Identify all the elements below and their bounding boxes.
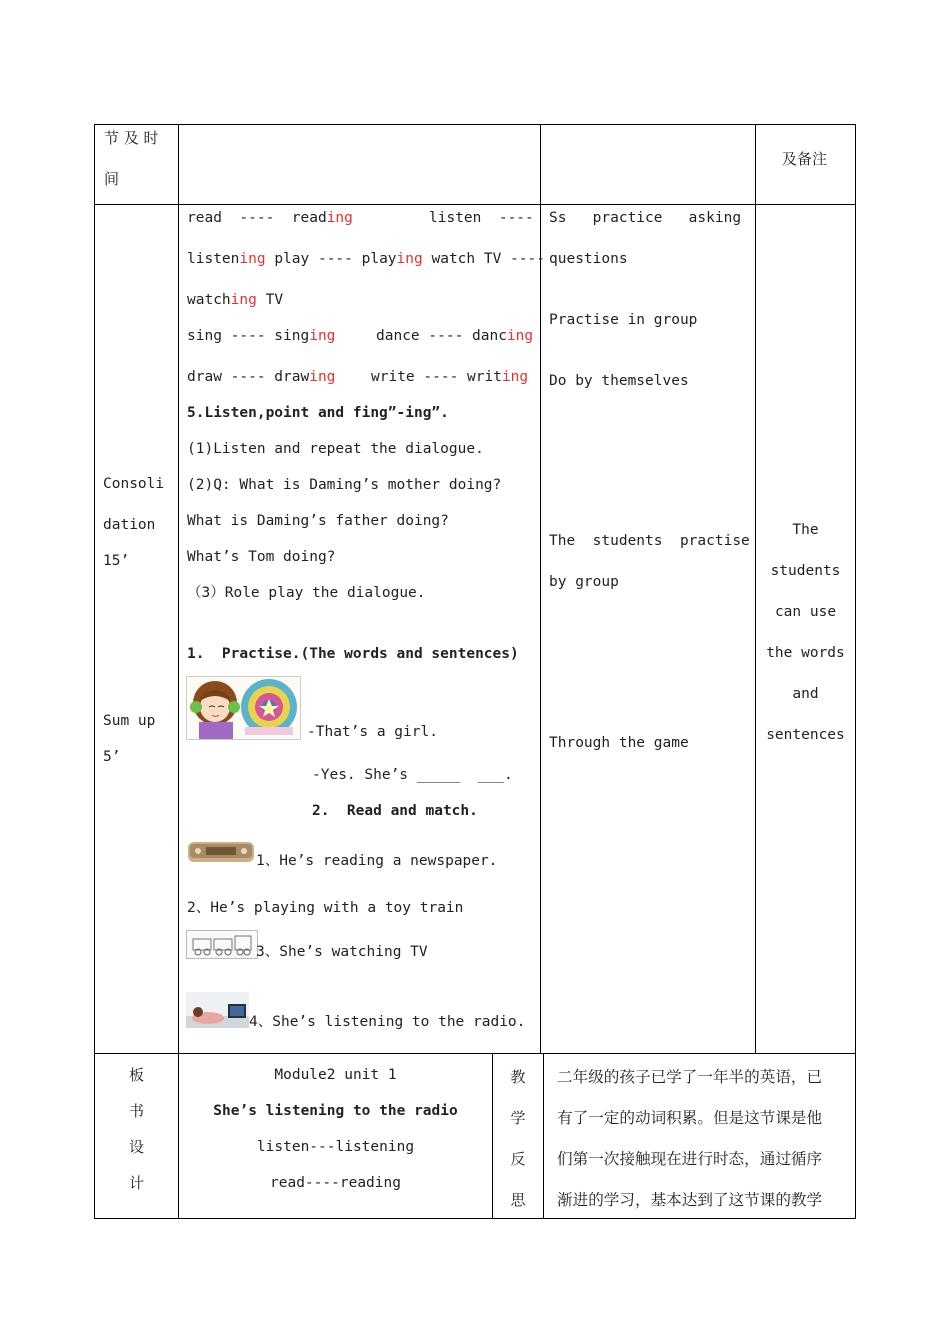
reflection-line-3: 们第一次接触现在进行时态，通过循序 [557, 1150, 823, 1168]
word-listen: listen ---- [429, 210, 534, 226]
reflection-text [557, 1057, 852, 1221]
notes-line-3: can use [774, 604, 837, 620]
board-module: Module2 unit 1 [274, 1067, 397, 1083]
step5-question3: What’s Tom doing? [187, 549, 336, 565]
word-watching: watching TV [187, 292, 284, 308]
notes-line-4: the words [766, 645, 845, 661]
stage-consolidation-2: dation [103, 517, 156, 533]
toy-train-image [186, 930, 258, 959]
watching-tv-image [186, 992, 249, 1028]
activity-1-line1: Ss practice asking [549, 210, 742, 226]
girl-sentence-1: -That’s a girl. [307, 724, 438, 740]
girl-headphones-image [186, 676, 301, 740]
reflection-label-3: 反 [510, 1150, 526, 1168]
reflection-line-2: 有了一定的动词积累。但是这节课是他 [557, 1109, 823, 1127]
girl-sentence-2: -Yes. She’s _____ ___. [312, 767, 513, 783]
word-write: write ---- writing [371, 369, 529, 385]
notes-line-2: students [770, 563, 841, 579]
table-border-top [94, 124, 856, 125]
table-border-right [855, 124, 856, 1219]
read-match-heading: 2. Read and match. [312, 803, 478, 819]
activity-5: Through the game [549, 735, 689, 751]
activity-3: Do by themselves [549, 373, 689, 389]
activity-4-line1: The students practise [549, 533, 750, 549]
col-divider-1 [178, 124, 179, 1219]
radio-image [186, 838, 256, 864]
board-title: She’s listening to the radio [213, 1103, 458, 1119]
reflection-line-1: 二年级的孩子已学了一年半的英语，已 [557, 1068, 823, 1086]
practise-heading: 1. Practise.(The words and sentences) [187, 646, 519, 662]
board-design [179, 1057, 492, 1201]
reflection-label-4: 思 [510, 1191, 526, 1209]
activity-2: Practise in group [549, 312, 698, 328]
notes-cell [756, 510, 855, 756]
word-listening-play: listening play ---- playing watch TV ---- [187, 251, 545, 267]
table-border-mid [94, 1053, 856, 1054]
word-dance: dance ---- dancing [376, 328, 534, 344]
word-sing: sing ---- singing [187, 328, 336, 344]
reflection-label-1: 教 [510, 1068, 526, 1086]
step5-item1: (1)Listen and repeat the dialogue. [187, 441, 484, 457]
match-sentence-4: 4、She’s listening to the radio. [249, 1014, 526, 1030]
board-label [95, 1057, 178, 1201]
step5-item3: （3）Role play the dialogue. [187, 585, 426, 601]
activity-4-line2: by group [549, 574, 619, 590]
table-border-left [94, 124, 95, 1219]
board-word-1: listen---listening [256, 1139, 415, 1155]
step5-heading: 5.Listen,point and fing”-ing”. [187, 405, 449, 421]
stage-consolidation-1: Consoli [103, 476, 165, 492]
word-read: read ---- reading [187, 210, 353, 226]
board-label-2: 书 [128, 1102, 144, 1120]
step5-question2: What is Daming’s father doing? [187, 513, 449, 529]
notes-line-5: and [792, 686, 819, 702]
board-label-1: 板 [128, 1066, 144, 1084]
reflection-label [493, 1057, 543, 1221]
notes-line-1: The [792, 522, 819, 538]
match-sentence-3: 3、She’s watching TV [256, 944, 428, 960]
notes-line-6: sentences [766, 727, 845, 743]
header-time-line1: 节 及 时 [104, 129, 159, 147]
stage-sumup: Sum up [103, 713, 156, 729]
board-label-3: 设 [128, 1138, 144, 1156]
header-notes-label: 及备注 [782, 150, 828, 168]
match-sentence-2: 2、He’s playing with a toy train [187, 900, 464, 916]
step5-question1: (2)Q: What is Daming’s mother doing? [187, 477, 502, 493]
board-word-2: read----reading [270, 1175, 401, 1191]
header-time-line2: 间 [104, 170, 120, 188]
table-border-header [94, 204, 856, 205]
activity-1-line2: questions [549, 251, 628, 267]
reflection-line-4: 渐进的学习，基本达到了这节课的教学 [557, 1191, 823, 1209]
stage-consolidation-time: 15’ [103, 553, 130, 569]
board-label-4: 计 [128, 1174, 144, 1192]
stage-sumup-time: 5’ [103, 749, 121, 765]
match-sentence-1: 1、He’s reading a newspaper. [256, 853, 498, 869]
word-draw: draw ---- drawing [187, 369, 336, 385]
reflection-label-2: 学 [510, 1109, 526, 1127]
col-divider-bottom-2 [543, 1053, 544, 1219]
